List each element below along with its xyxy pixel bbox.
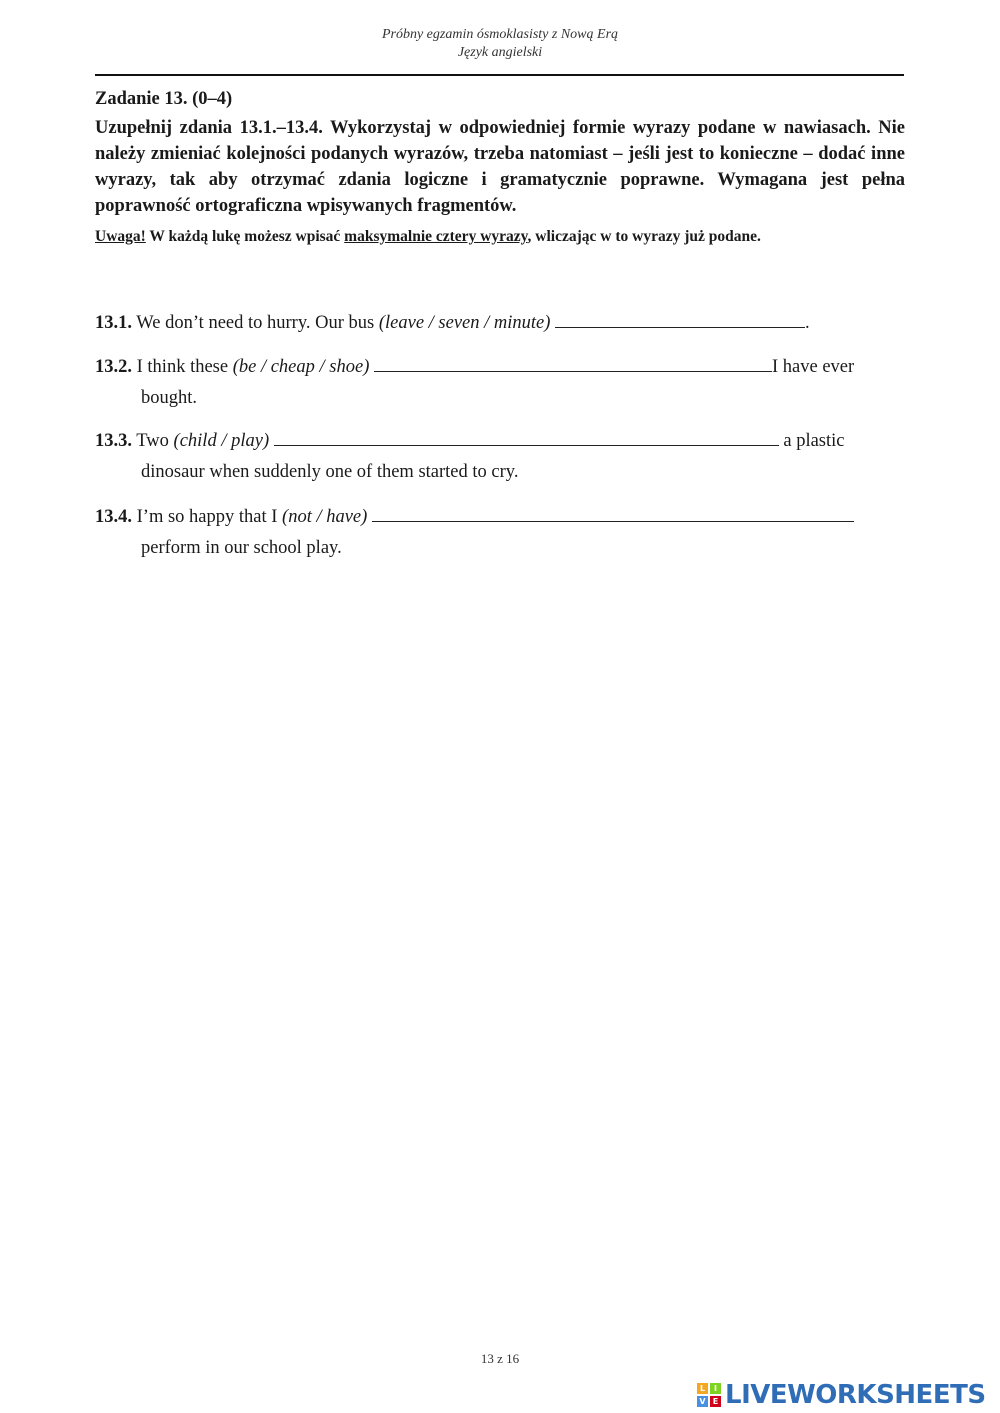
header-divider bbox=[95, 74, 904, 76]
task-note bbox=[95, 228, 915, 246]
item-text-after: a plastic bbox=[778, 431, 845, 451]
header-exam-title: Próbny egzamin ósmoklasisty z Nową Erą bbox=[381, 27, 619, 42]
item-text-before: Two bbox=[132, 431, 174, 451]
item-text-after: . bbox=[805, 313, 810, 333]
exercise-item-13-4 bbox=[95, 502, 905, 564]
item-continuation: dinosaur when suddenly one of them started to cry. bbox=[141, 462, 519, 482]
exercise-item-13-3 bbox=[95, 426, 905, 488]
header-subject: Język angielski bbox=[457, 45, 543, 60]
note-text-2: , wliczając w to wyrazy już podane. bbox=[527, 228, 761, 245]
page-number: 13 z 16 bbox=[480, 1351, 520, 1366]
answer-gap-13-2[interactable] bbox=[374, 353, 772, 372]
page-header bbox=[0, 26, 1000, 62]
item-number: 13.3. bbox=[95, 431, 132, 451]
liveworksheets-logo bbox=[697, 1379, 986, 1411]
logo-mark-icon: L I V E bbox=[697, 1383, 721, 1407]
item-continuation: bought. bbox=[141, 388, 198, 408]
item-hint: (leave / seven / minute) bbox=[378, 313, 551, 333]
note-label: Uwaga! bbox=[95, 228, 146, 245]
item-text-before: We don’t need to hurry. Our bus bbox=[132, 313, 379, 333]
item-text-before: I’m so happy that I bbox=[132, 507, 283, 527]
logo-text: LIVEWORKSHEETS bbox=[725, 1380, 986, 1410]
answer-gap-13-3[interactable] bbox=[274, 427, 779, 446]
item-hint: (not / have) bbox=[282, 507, 368, 527]
exercise-item-13-2 bbox=[95, 352, 905, 414]
item-continuation: perform in our school play. bbox=[141, 538, 342, 558]
note-text-1: W każdą lukę możesz wpisać bbox=[145, 228, 345, 245]
item-hint: (be / cheap / shoe) bbox=[232, 357, 370, 377]
answer-gap-13-4[interactable] bbox=[372, 503, 854, 522]
item-number: 13.2. bbox=[95, 357, 132, 377]
item-number: 13.4. bbox=[95, 507, 132, 527]
exercise-item-13-1 bbox=[95, 308, 905, 339]
item-text-before: I think these bbox=[132, 357, 233, 377]
item-text-after: I have ever bbox=[771, 357, 855, 377]
task-instructions: Uzupełnij zdania 13.1.–13.4. Wykorzystaj w odpowiedniej formie wyrazy podane w nawiasach. Nie należy zmieniać kolejności podanych wyrazów, trzeba natomiast – jeśli jest to konieczne – dodać inne wyrazy, tak aby otrzymać zdania logiczne i gramatycznie poprawne. Wymagana jest pełna poprawność ortograficzna wpisywanych fragmentów. bbox=[95, 118, 905, 216]
task-title: Zadanie 13. (0–4) bbox=[95, 89, 233, 109]
answer-gap-13-1[interactable] bbox=[555, 309, 805, 328]
item-number: 13.1. bbox=[95, 313, 132, 333]
item-hint: (child / play) bbox=[173, 431, 270, 451]
note-emphasis: maksymalnie cztery wyrazy bbox=[344, 228, 528, 245]
